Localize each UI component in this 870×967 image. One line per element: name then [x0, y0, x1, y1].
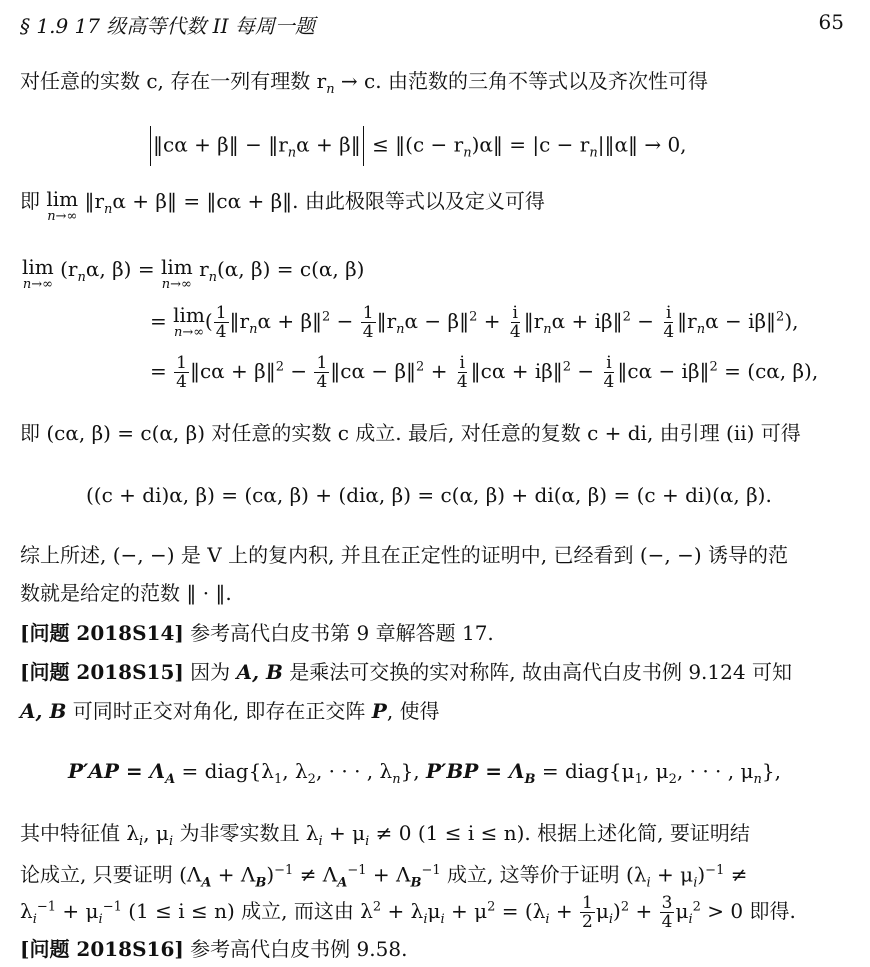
equation-complex-scalar: ((c + di)α, β) = (cα, β) + (diα, β) = c(α, β) + di(α, β) = (c + di)(α, β). — [86, 483, 772, 507]
paragraph-real-scalar: 即 (cα, β) = c(α, β) 对任意的实数 c 成立. 最后, 对任意的复数 c + di, 由引理 (ii) 可得 — [20, 421, 801, 445]
paragraph-eigenvalues-line-1: 其中特征值 $\lambda_i$, $\mu_i$ 为非零实数且 $\lambda_i + \mu_i \ne 0$ (1 ≤ i ≤ n). 根据上述化简, 要证明结 — [20, 821, 750, 849]
problem-2018s15-line-2: A, B 可同时正交对角化, 即存在正交阵 P, 使得 — [20, 699, 440, 723]
equation-diagonalization: $P'AP = \Lambda_A$ = $diag\{\lambda_1$, $\lambda_2$, · · · , $\lambda_n$}, $P'BP = \Lambda_B$ = $diag\{\mu_1$, $\mu_2$, · · · , $\mu_n$}, — [68, 759, 781, 787]
equation-triangle-inequality: ‖cα + β‖ − $‖r_n\alpha$ + β‖ ≤ ‖(c − $r_n)\alpha‖ = |c$ − $r_n|‖\alpha‖ \to 0$, — [148, 126, 687, 167]
running-header: § 1.9 17 级高等代数 II 每周一题 — [20, 14, 315, 38]
problem-2018s16: [问题 2018S16] 参考高代白皮书例 9.58. — [20, 937, 408, 961]
paragraph-intro: 对任意的实数 c, 存在一列有理数 $r_n \to c$. 由范数的三角不等式以及齐次性可得 — [20, 69, 708, 97]
equation-limit-line-2: = lim n→∞ ( $\frac{1}{4}$ $‖r_n\alpha$ + β‖$^2$ − $\frac{1}{4}$ $‖r_n\alpha$ − β‖$^2$ + $\frac{i}{4}$ $‖r_n\alpha$ + iβ‖$^2$ − $\frac{i}{4}$ $‖r_n\alpha$ − iβ‖$^2$), — [150, 303, 799, 342]
problem-2018s14: [问题 2018S14] 参考高代白皮书第 9 章解答题 17. — [20, 621, 494, 645]
problem-2018s15-line-1: [问题 2018S15] 因为 A, B 是乘法可交换的实对称阵, 故由高代白皮书例 9.124 可知 — [20, 660, 792, 684]
paragraph-conclusion-line-2: 数就是给定的范数 ‖ · ‖. — [20, 581, 232, 605]
paragraph-eigenvalues-line-3: $\lambda_i^{-1} + \mu_i^{-1}$ (1 ≤ i ≤ n) 成立, 而这由 $\lambda^2 + \lambda_i\mu_i + \mu^2 = (\lambda_i$ + $\frac{1}{2}$ $\mu_i)^2$ + $\frac{3}{4}$ $\mu_i^2 > 0$ 即得. — [20, 893, 796, 932]
equation-limit-line-3: = $\frac{1}{4}$ ‖cα + β‖$^2$ − $\frac{1}{4}$ ‖cα − β‖$^2$ + $\frac{i}{4}$ ‖cα + iβ‖$^2$ − $\frac{i}{4}$ ‖cα − iβ‖$^2$ = (cα, β), — [150, 353, 819, 392]
paragraph-conclusion-line-1: 综上所述, (−, −) 是 V 上的复内积, 并且在正定性的证明中, 已经看到 (−, −) 诱导的范 — [20, 543, 789, 567]
paragraph-eigenvalues-line-2: 论成立, 只要证明 $(\Lambda_A + \Lambda_B)^{-1} \ne \Lambda_A^{-1} + \Lambda_B^{-1}$ 成立, 这等价于证明 $(\lambda_i + \mu_i)^{-1}$ ≠ — [20, 862, 748, 891]
paragraph-limit: 即 lim n→∞ $‖r_n\alpha$ + β‖ = ‖cα + β‖. 由此极限等式以及定义可得 — [20, 187, 545, 224]
page-number: 65 — [818, 10, 844, 34]
equation-limit-line-1: lim n→∞ ($r_n\alpha$, β) = lim n→∞ $r_n(\alpha$, β) = c(α, β) — [22, 255, 365, 292]
